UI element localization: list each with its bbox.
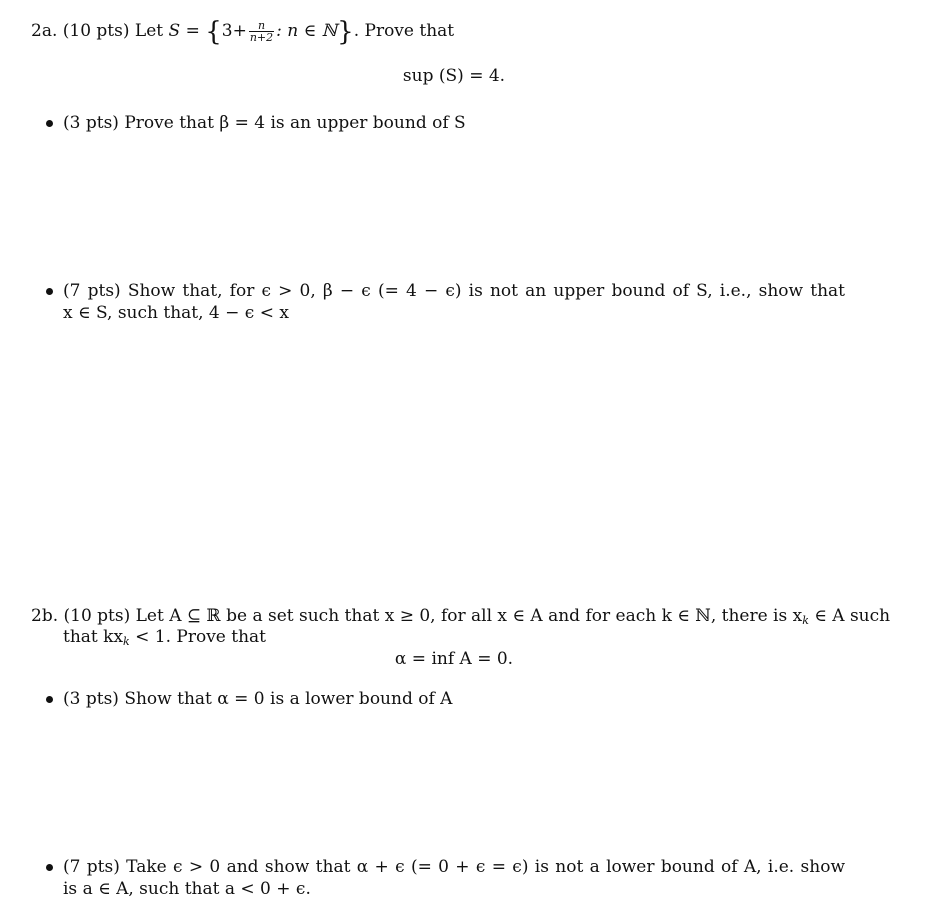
problem-2a-part2-line2: x ∈ S, such that, 4 − ϵ < x <box>63 303 289 323</box>
problem-2b-line2-text: that kx <box>63 627 124 647</box>
set-base: 3+ <box>221 21 247 41</box>
problem-2b-line2-suffix: < 1. Prove that <box>129 627 267 647</box>
problem-2b-part1: (3 pts) Show that α = 0 is a lower bound of A <box>63 689 453 709</box>
problem-2b-part2-line2: is a ∈ A, such that a < 0 + ϵ. <box>63 879 311 899</box>
bullet-2b-part2 <box>46 864 53 871</box>
display-inf: α = inf A = 0. <box>394 649 514 669</box>
fraction-denominator: n+2 <box>249 31 274 44</box>
problem-2a-statement <box>31 17 455 47</box>
set-condition: : n ∈ ℕ <box>276 21 338 41</box>
subscript-k: k <box>802 614 809 627</box>
display-sup: sup (S) = 4. <box>402 66 506 86</box>
bullet-2a-part2 <box>46 288 53 295</box>
problem-2a-part2-line1: (7 pts) Show that, for ϵ > 0, β − ϵ (= 4 − ϵ) is not an upper bound of S, i.e., show that <box>63 281 845 301</box>
fraction-numerator: n <box>249 20 274 32</box>
bullet-2a-part1 <box>46 120 53 127</box>
set-name: S <box>168 21 181 41</box>
subscript-k: k <box>123 635 130 648</box>
problem-2b-part2-line1: (7 pts) Take ϵ > 0 and show that α + ϵ (= 0 + ϵ = ϵ) is not a lower bound of A, i.e. show <box>63 857 845 877</box>
problem-2b-line1-suffix: ∈ A such <box>808 606 891 626</box>
problem-2a-heading: 2a. (10 pts) Let <box>31 21 164 41</box>
open-brace: { <box>205 17 222 47</box>
problem-2a-part1: (3 pts) Prove that β = 4 is an upper bound of S <box>63 113 466 133</box>
bullet-2b-part1 <box>46 696 53 703</box>
problem-2b-line1-text: 2b. (10 pts) Let A ⊆ ℝ be a set such that x ≥ 0, for all x ∈ A and for each k ∈ ℕ, there is x <box>31 606 803 626</box>
equals-sign: = <box>185 21 200 41</box>
fraction <box>249 20 274 43</box>
prove-that: . Prove that <box>353 21 455 41</box>
close-brace: } <box>337 17 354 47</box>
